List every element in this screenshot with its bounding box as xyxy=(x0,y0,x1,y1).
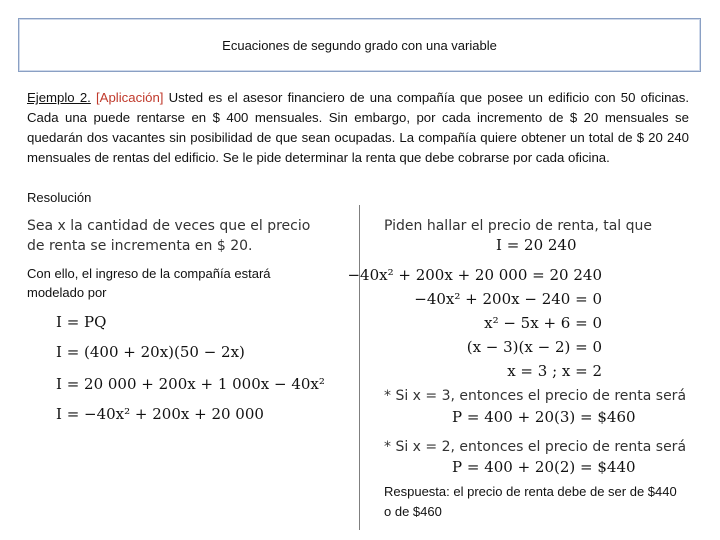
problem-statement xyxy=(27,88,689,168)
case-1-text: * Si x = 3, entonces el precio de renta será xyxy=(384,388,687,404)
variable-definition: Sea x la cantidad de veces que el precio de renta se incrementa en $ 20. xyxy=(27,218,311,254)
resolution-label: Resolución xyxy=(27,190,92,205)
answer-text: Respuesta: el precio de renta debe de ser de $440 o de $460 xyxy=(384,484,677,519)
solution-step-5: x = 3 ; x = 2 xyxy=(507,362,602,380)
case-2-price: P = 400 + 20(2) = $440 xyxy=(452,458,636,476)
column-divider xyxy=(359,205,360,530)
income-equation-2: I = (400 + 20x)(50 − 2x) xyxy=(56,343,245,361)
model-text: Con ello, el ingreso de la compañía estará modelado por xyxy=(27,266,271,300)
income-condition: I = 20 240 xyxy=(496,236,577,254)
solution-step-1: −40x² + 200x + 20 000 = 20 240 xyxy=(347,266,602,284)
page-title: Ecuaciones de segundo grado con una variable xyxy=(222,37,497,53)
income-equation-3: I = 20 000 + 200x + 1 000x − 40x² xyxy=(56,375,325,393)
income-equation-4: I = −40x² + 200x + 20 000 xyxy=(56,405,264,423)
right-intro: Piden hallar el precio de renta, tal que xyxy=(384,218,653,234)
case-1-price: P = 400 + 20(3) = $460 xyxy=(452,408,636,426)
solution-step-3: x² − 5x + 6 = 0 xyxy=(484,314,602,332)
case-2-text: * Si x = 2, entonces el precio de renta será xyxy=(384,439,687,455)
solution-step-4: (x − 3)(x − 2) = 0 xyxy=(466,338,602,356)
example-label: Ejemplo 2. xyxy=(27,90,91,105)
application-tag: [Aplicación] xyxy=(96,90,164,105)
income-equation-1: I = PQ xyxy=(56,313,107,331)
solution-step-2: −40x² + 200x − 240 = 0 xyxy=(414,290,602,308)
title-box xyxy=(18,18,701,72)
problem-text: Usted es el asesor financiero de una compañía que posee un edificio con 50 oficinas. Cada una puede rentarse en $ 400 mensuales. Sin embargo, por cada incremento de $ 20 mensuales se quedarán dos vacantes sin posibilidad de que sean ocupadas. La compañía quiere obtener un total de $ 20 240 mensuales de rentas del edificio. Se le pide determinar la renta que debe cobrarse por cada oficina. xyxy=(27,90,690,165)
